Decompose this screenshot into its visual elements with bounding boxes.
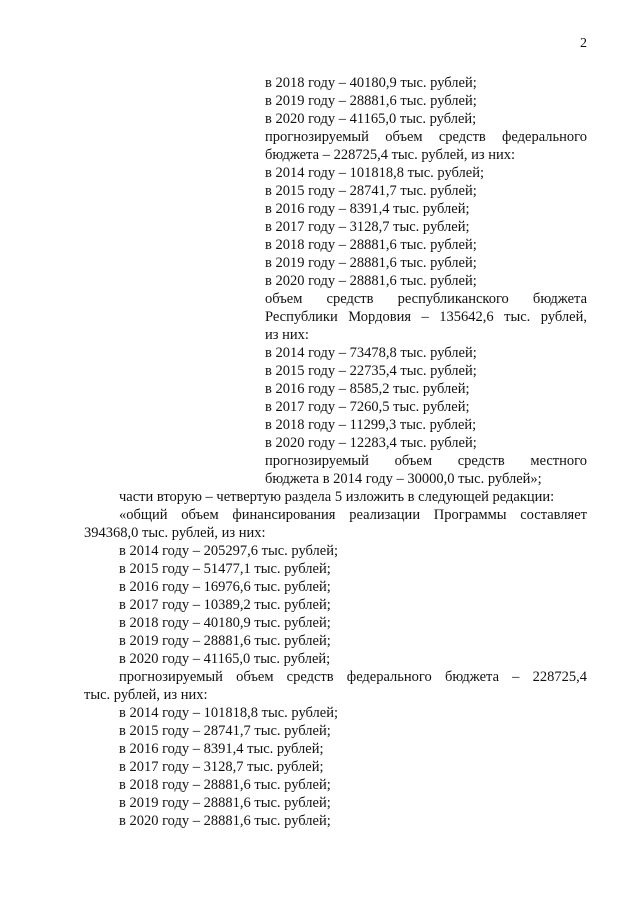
total-funding-line2: 394368,0 тыс. рублей, из них:: [84, 525, 266, 541]
federal-budget-heading2-line1: прогнозируемый объем средств федерального бюджета – 228725,4: [119, 669, 587, 685]
year-line: в 2015 году – 22735,4 тыс. рублей;: [265, 363, 477, 379]
year-line: в 2020 году – 28881,6 тыс. рублей;: [119, 813, 331, 829]
year-line: в 2019 году – 28881,6 тыс. рублей;: [265, 255, 477, 271]
year-line: в 2018 году – 40180,9 тыс. рублей;: [119, 615, 331, 631]
year-line: в 2014 году – 205297,6 тыс. рублей;: [119, 543, 339, 559]
page-number: 2: [580, 36, 587, 51]
total-funding-line1: «общий объем финансирования реализации Программы составляет: [119, 507, 587, 523]
year-line: в 2016 году – 16976,6 тыс. рублей;: [119, 579, 331, 595]
section5-intro: части вторую – четвертую раздела 5 изложить в следующей редакции:: [119, 489, 555, 505]
republic-budget-heading-line1: объем средств республиканского бюджета: [265, 291, 587, 307]
year-line: в 2017 году – 3128,7 тыс. рублей;: [119, 759, 324, 775]
federal-budget-heading-line1: прогнозируемый объем средств федерального: [265, 129, 587, 145]
year-line: в 2019 году – 28881,6 тыс. рублей;: [119, 795, 331, 811]
year-line: в 2016 году – 8585,2 тыс. рублей;: [265, 381, 470, 397]
year-line: в 2017 году – 3128,7 тыс. рублей;: [265, 219, 470, 235]
year-line: в 2014 году – 73478,8 тыс. рублей;: [265, 345, 477, 361]
year-line: в 2014 году – 101818,8 тыс. рублей;: [119, 705, 339, 721]
federal-budget-heading-line2: бюджета – 228725,4 тыс. рублей, из них:: [265, 147, 516, 163]
republic-budget-heading-line3: из них:: [265, 327, 309, 343]
year-line: в 2016 году – 8391,4 тыс. рублей;: [119, 741, 324, 757]
year-line: в 2015 году – 28741,7 тыс. рублей;: [265, 183, 477, 199]
republic-budget-heading-line2: Республики Мордовия – 135642,6 тыс. рублей,: [265, 309, 587, 325]
year-line: в 2020 году – 41165,0 тыс. рублей;: [119, 651, 331, 667]
year-line: в 2015 году – 28741,7 тыс. рублей;: [119, 723, 331, 739]
year-line: в 2015 году – 51477,1 тыс. рублей;: [119, 561, 331, 577]
year-line: в 2020 году – 28881,6 тыс. рублей;: [265, 273, 477, 289]
year-line: в 2018 году – 28881,6 тыс. рублей;: [119, 777, 331, 793]
year-line: в 2016 году – 8391,4 тыс. рублей;: [265, 201, 470, 217]
year-line: в 2014 году – 101818,8 тыс. рублей;: [265, 165, 485, 181]
local-budget-heading-line2: бюджета в 2014 году – 30000,0 тыс. рублей»;: [265, 471, 542, 487]
year-line: в 2018 году – 28881,6 тыс. рублей;: [265, 237, 477, 253]
local-budget-heading-line1: прогнозируемый объем средств местного: [265, 453, 587, 469]
year-line: в 2020 году – 12283,4 тыс. рублей;: [265, 435, 477, 451]
federal-budget-heading2-line2: тыс. рублей, из них:: [84, 687, 208, 703]
year-line: в 2019 году – 28881,6 тыс. рублей;: [119, 633, 331, 649]
year-line: в 2019 году – 28881,6 тыс. рублей;: [265, 93, 477, 109]
year-line: в 2018 году – 11299,3 тыс. рублей;: [265, 417, 477, 433]
year-line: в 2017 году – 7260,5 тыс. рублей;: [265, 399, 470, 415]
year-line: в 2018 году – 40180,9 тыс. рублей;: [265, 75, 477, 91]
year-line: в 2020 году – 41165,0 тыс. рублей;: [265, 111, 477, 127]
year-line: в 2017 году – 10389,2 тыс. рублей;: [119, 597, 331, 613]
